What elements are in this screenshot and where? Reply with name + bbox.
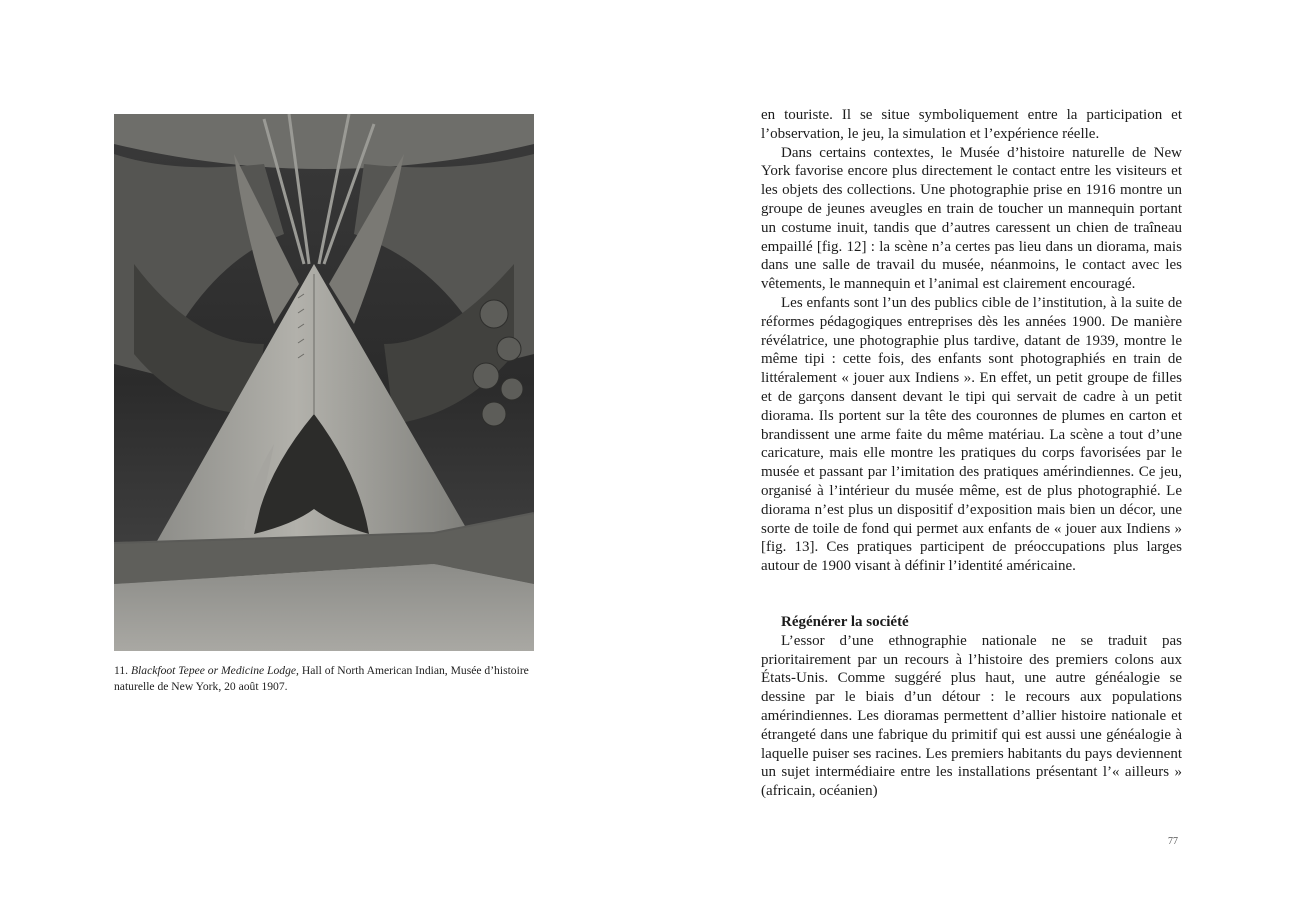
section-heading: Régénérer la société <box>781 613 909 630</box>
paragraph-2: Dans certains contextes, le Musée d’histoire naturelle de New York favorise encore plus directement le contact entre les visiteurs et les objets des collections. Une photographie prise en 1916 montre un groupe de jeunes aveugles en train de toucher un mannequin portant un costume inuit, tandis que d’autres caressent un chien de traîneau empaillé [fig. 12] : la scène n’a certes pas lieu dans un diorama, mais dans une salle de travail du musée, néanmoins, le contact avec les vêtements, le mannequin et l’animal est clairement encouragé. <box>761 144 1182 293</box>
body-text-column <box>761 106 1182 801</box>
paragraph-1: en touriste. Il se situe symboliquement entre la participation et l’observation, le jeu, la simulation et l’expérience réelle. <box>761 107 1182 142</box>
caption-number: 11. <box>114 664 129 677</box>
paragraph-3: Les enfants sont l’un des publics cible de l’institution, à la suite de réformes pédagogiques entreprises dès les années 1900. De manière révélatrice, une photographie plus tardive, datant de 1939, montre le même tipi : cette fois, des enfants sont photographiés en train de littéralement « jouer aux Indiens ». En effet, un petit groupe de filles et de garçons dansent devant le tipi qui servait de cadre à un petit diorama. Ils portent sur la tête des couronnes de plumes en carton et brandissent une arme faite du même matériau. La scène a tout d’une caricature, mais elle montre les pratiques du corps favorisées par le musée et passant par l’imitation des pratiques amérindiennes. Ce jeu, organisé à l’intérieur du musée même, est de plus photographié. Le diorama n’est plus un dispositif d’exposition mais bien un décor, une sorte de toile de fond qui permet aux enfants de « jouer aux Indiens » [fig. 13]. Ces pratiques participent de préoccupations plus larges autour de 1900 visant à définir l’identité américaine. <box>761 294 1182 575</box>
caption-details: Hall of North American Indian, Musée d’histoire naturelle de New York, 20 août 1907. <box>114 664 529 693</box>
page-number: 77 <box>1168 836 1178 847</box>
figure-photograph-tepee <box>114 114 534 651</box>
figure-caption <box>114 663 536 695</box>
paragraph-4: L’essor d’une ethnographie nationale ne se traduit pas prioritairement par un recours à l’histoire des premiers colons aux États-Unis. Comme suggéré plus haut, une autre généalogie se dessine par le biais d’un détour : le recours aux populations amérindiennes. Les dioramas permettent d’allier histoire nationale et étrangeté dans une fabrique du primitif qui est aussi une généalogie à laquelle puiser ses racines. Les premiers habitants du pays deviennent un sujet intermédiaire entre les installations présentant l’« ailleurs » (africain, océanien) <box>761 632 1182 800</box>
caption-title: Blackfoot Tepee or Medicine Lodge, <box>130 664 299 677</box>
